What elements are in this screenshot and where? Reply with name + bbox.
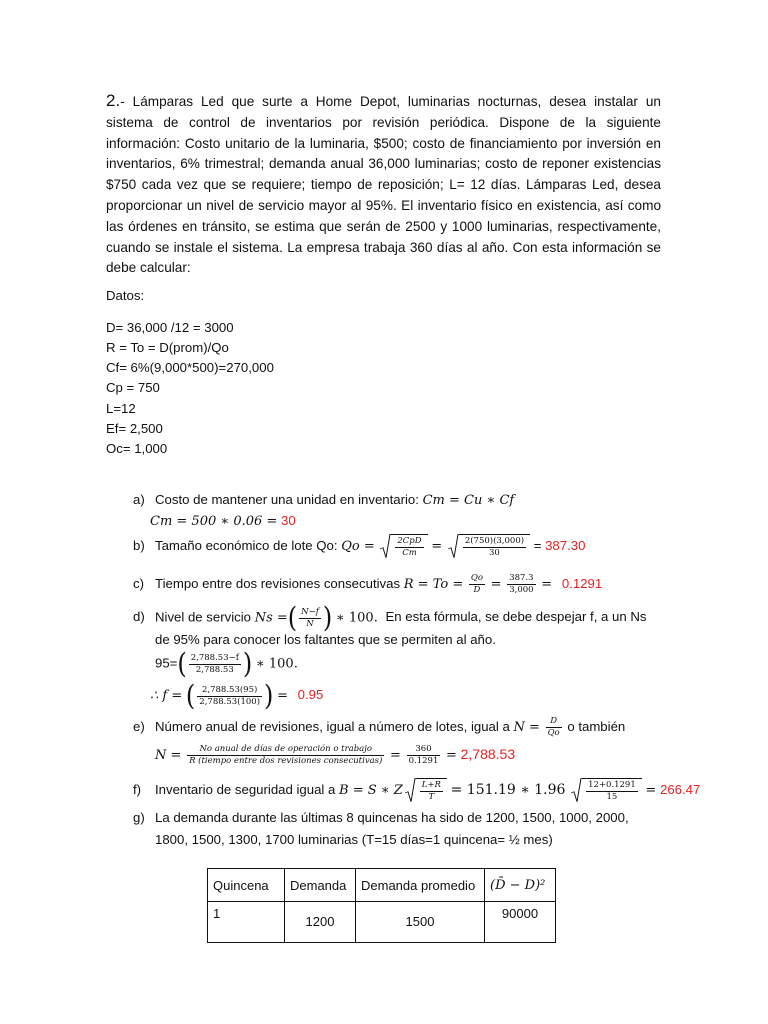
item-label: g) <box>133 810 145 825</box>
numerator: Qo <box>470 573 483 583</box>
datos-line: L=12 <box>106 401 136 416</box>
numerator: 12+0.1291 <box>588 780 636 790</box>
datos-line: Oc= 1,000 <box>106 441 168 456</box>
item-label: a) <box>133 492 145 507</box>
table-header: (D̄ − D)² <box>485 869 556 902</box>
result-value: 0.95 <box>297 687 324 703</box>
datos-line: R = To = D(prom)/Qo <box>106 340 229 355</box>
item-b <box>133 534 585 559</box>
equals: = <box>645 782 657 798</box>
formula: Ns = <box>254 610 288 626</box>
table-header-row <box>208 869 556 902</box>
formula: B = S ∗ Z <box>339 782 403 798</box>
denominator: N <box>306 618 314 629</box>
denominator: 2,788.53(100) <box>199 696 261 707</box>
denominator: Qo <box>547 728 560 738</box>
table-cell: 1500 <box>356 902 485 943</box>
item-e <box>133 716 625 739</box>
item-text: Tamaño económico de lote Qo: <box>155 537 338 553</box>
numerator: 2(750)(3,000) <box>464 536 525 546</box>
item-a <box>133 492 514 508</box>
table-header: Demanda <box>285 869 356 902</box>
formula: ∴ f = <box>150 688 183 704</box>
table-header: Demanda promedio <box>356 869 485 902</box>
equals: = <box>390 747 401 763</box>
denominator: D <box>473 585 481 595</box>
datos-line: D= 36,000 /12 = 3000 <box>106 320 234 335</box>
formula: N = <box>513 719 540 735</box>
table-header: Quincena <box>208 869 285 902</box>
result-value: 2,788.53 <box>460 745 516 762</box>
item-d-line3: ∴ f = ( $\frac{2,788.53(95)}{2,788.53(100)}$ ) = 0.95 <box>150 679 324 713</box>
numerator: No anual de días de operación o trabajo <box>187 744 384 756</box>
table-cell: 1200 <box>285 902 356 943</box>
formula: Cm = Cu ∗ Cf <box>422 493 515 508</box>
item-text: o también <box>567 718 626 734</box>
equals: = <box>533 537 542 553</box>
datos-title: Datos: <box>106 288 145 303</box>
denominator: 30 <box>489 548 500 558</box>
demand-table <box>207 868 556 943</box>
item-text: En esta fórmula, se debe despejar f, a un Ns <box>385 609 647 625</box>
problem-statement <box>106 91 661 279</box>
item-text: Número anual de revisiones, igual a número de lotes, igual a <box>155 718 510 734</box>
denominator: 2,788.53 <box>195 664 234 675</box>
result-value: 266.47 <box>660 781 701 797</box>
item-label: e) <box>133 718 145 734</box>
item-label: c) <box>133 575 144 591</box>
problem-number: 2. <box>106 91 121 110</box>
item-text: Costo de mantener una unidad en inventario: <box>155 492 419 507</box>
item-d: d) Nivel de servicio Ns =( $\frac{N-f}{N}$ ) ∗ 100. En esta fórmula, se debe despejar f, a un Ns <box>133 601 647 635</box>
item-label: b) <box>133 537 145 553</box>
denominator: Cm <box>402 548 417 558</box>
formula: N = <box>155 747 182 763</box>
equals: = <box>541 576 553 592</box>
item-c <box>133 573 602 596</box>
datos-line: Cp = 750 <box>106 380 160 395</box>
problem-text: - Lámparas Led que surte a Home Depot, luminarias nocturnas, desea instalar un sistema de control de inventarios por revisión periódica. Dispone de la siguiente información: Costo unitario de la luminaria, $500; costo de financiamiento por inversión en inventarios, 6% trimestral; demanda anual 36,000 luminarias; costo de reponer existencias $750 cada vez que se requiere; tiempo de reposición; L= 12 días. Lámparas Led, desea proporcionar un nivel de servicio mayor al 95%. El inventario físico en existencia, así como las órdenes en tránsito, se estima que serán de 2500 y 1000 luminarias, respectivamente, cuando se instale el sistema. La empresa trabaja 360 días al año. Con esta información se debe calcular: <box>106 94 661 276</box>
item-d-line2: 95=( $\frac{2,788.53-f}{2,788.53}$ ) ∗ 100. <box>155 647 298 681</box>
formula: Qo = <box>341 538 375 554</box>
datos-line: Cf= 6%(9,000*500)=270,000 <box>106 360 274 375</box>
equals: = <box>277 688 288 704</box>
formula: Cm = 500 ∗ 0.06 = <box>150 514 278 529</box>
result-value: 0.1291 <box>561 575 603 591</box>
item-f <box>133 778 700 803</box>
formula: ∗ 100. <box>335 610 378 626</box>
denominator: 3,000 <box>509 585 534 595</box>
result-value: 387.30 <box>545 537 586 553</box>
result-value: 30 <box>281 513 296 528</box>
denominator: T <box>428 792 435 802</box>
square-root <box>405 778 447 803</box>
numerator: 360 <box>407 744 441 756</box>
square-root <box>380 534 427 559</box>
numerator: D <box>546 716 562 728</box>
formula: ∗ 100. <box>255 656 298 672</box>
table-cell: 1 <box>208 902 285 943</box>
item-g-text: 1800, 1500, 1300, 1700 luminarias (T=15 días=1 quincena= ½ mes) <box>155 832 553 847</box>
item-g <box>133 810 629 825</box>
numerator: 2CpD <box>397 536 422 546</box>
table-cell: 90000 <box>485 902 556 943</box>
equals: = <box>446 747 457 763</box>
numerator: 2,788.53(95) <box>197 685 262 697</box>
datos-line: Ef= 2,500 <box>106 421 163 436</box>
item-label: d) <box>133 609 145 625</box>
numerator: 387.3 <box>509 573 534 583</box>
numerator: N−f <box>301 606 319 617</box>
formula: R = To = <box>403 576 464 592</box>
denominator: 15 <box>606 792 618 802</box>
item-d-text: de 95% para conocer los faltantes que se permiten al año. <box>155 632 496 647</box>
numerator: L+R <box>421 780 441 790</box>
numerator: 2,788.53−f <box>190 652 239 663</box>
square-root <box>448 534 530 559</box>
formula: = 151.19 ∗ 1.96 <box>450 781 566 798</box>
formula: 95= <box>155 655 178 671</box>
item-label: f) <box>133 781 142 797</box>
equals: = <box>431 538 443 554</box>
item-a-calc <box>150 513 296 529</box>
denominator: R (tiempo entre dos revisiones consecutivas) <box>189 756 383 766</box>
square-root <box>571 778 642 803</box>
denominator: 0.1291 <box>408 756 439 766</box>
item-text: Tiempo entre dos revisiones consecutivas <box>155 575 401 591</box>
equals: = <box>490 576 502 592</box>
item-e-line2 <box>155 744 515 767</box>
item-text: Inventario de seguridad igual a <box>155 781 336 797</box>
item-text: La demanda durante las últimas 8 quincenas ha sido de 1200, 1500, 1000, 2000, <box>155 810 629 825</box>
table-row <box>208 902 556 943</box>
item-text: Nivel de servicio <box>155 609 252 625</box>
